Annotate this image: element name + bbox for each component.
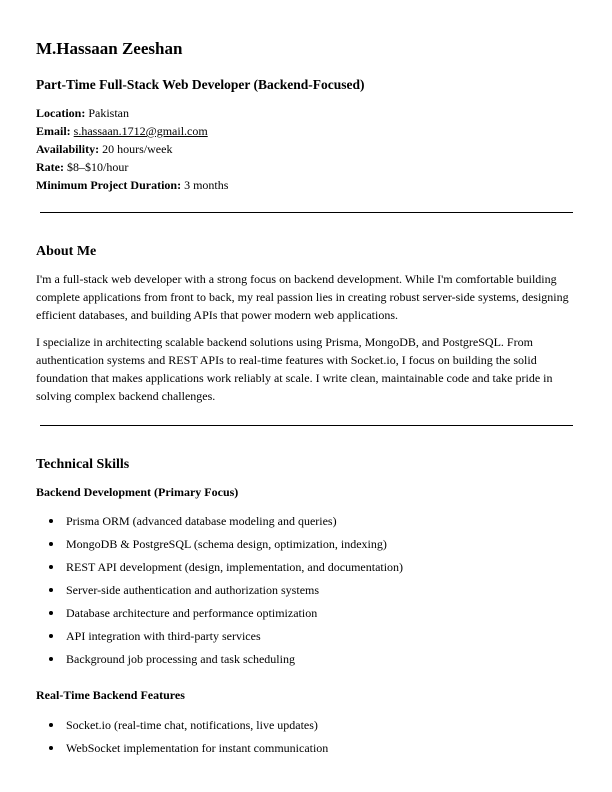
contact-info xyxy=(36,104,228,194)
list-item: Database architecture and performance optimization xyxy=(36,605,403,628)
divider xyxy=(40,212,573,213)
info-email xyxy=(36,122,228,140)
list-item: Background job processing and task scheduling xyxy=(36,651,403,674)
info-rate xyxy=(36,158,228,176)
list-item: REST API development (design, implementation, and documentation) xyxy=(36,559,403,582)
divider xyxy=(40,425,573,426)
candidate-name: M.Hassaan Zeeshan xyxy=(36,39,183,58)
skill-group-title: Backend Development (Primary Focus) xyxy=(36,485,239,499)
about-paragraph: I specialize in architecting scalable backend solutions using Prisma, MongoDB, and PostgreSQL. From authentication systems and REST APIs to real-time features with Socket.io, I focus on building the solid foundation that makes applications work reliably at scale. I write clean, maintainable code and take pride in solving complex backend challenges. xyxy=(36,335,553,403)
info-duration xyxy=(36,176,228,194)
info-label: Minimum Project Duration: xyxy=(36,178,182,192)
info-location xyxy=(36,104,228,122)
info-label: Email: xyxy=(36,124,71,138)
skill-group-title: Real-Time Backend Features xyxy=(36,688,185,702)
list-item: MongoDB & PostgreSQL (schema design, optimization, indexing) xyxy=(36,536,403,559)
list-item: Server-side authentication and authorization systems xyxy=(36,582,403,605)
skills-heading: Technical Skills xyxy=(36,457,130,472)
about-heading: About Me xyxy=(36,244,97,259)
skill-list-backend xyxy=(36,513,403,674)
email-link[interactable]: s.hassaan.1712@gmail.com xyxy=(73,124,208,138)
job-title: Part-Time Full-Stack Web Developer (Backend-Focused) xyxy=(36,77,365,92)
info-label: Availability: xyxy=(36,142,100,156)
info-value: Pakistan xyxy=(88,106,130,120)
list-item: WebSocket implementation for instant communication xyxy=(36,740,328,763)
list-item: API integration with third-party services xyxy=(36,628,403,651)
info-value: 3 months xyxy=(184,178,229,192)
info-value: 20 hours/week xyxy=(102,142,173,156)
info-availability xyxy=(36,140,228,158)
list-item: Prisma ORM (advanced database modeling and queries) xyxy=(36,513,403,536)
list-item: Socket.io (real-time chat, notifications, live updates) xyxy=(36,717,328,740)
about-paragraph: I'm a full-stack web developer with a strong focus on backend development. While I'm comfortable building complete applications from front to back, my real passion lies in creating robust server-side systems, designing efficient databases, and building APIs that power modern web applications. xyxy=(36,272,569,322)
info-value: $8–$10/hour xyxy=(66,160,129,174)
info-label: Location: xyxy=(36,106,86,120)
info-label: Rate: xyxy=(36,160,64,174)
skill-list-realtime xyxy=(36,717,328,763)
